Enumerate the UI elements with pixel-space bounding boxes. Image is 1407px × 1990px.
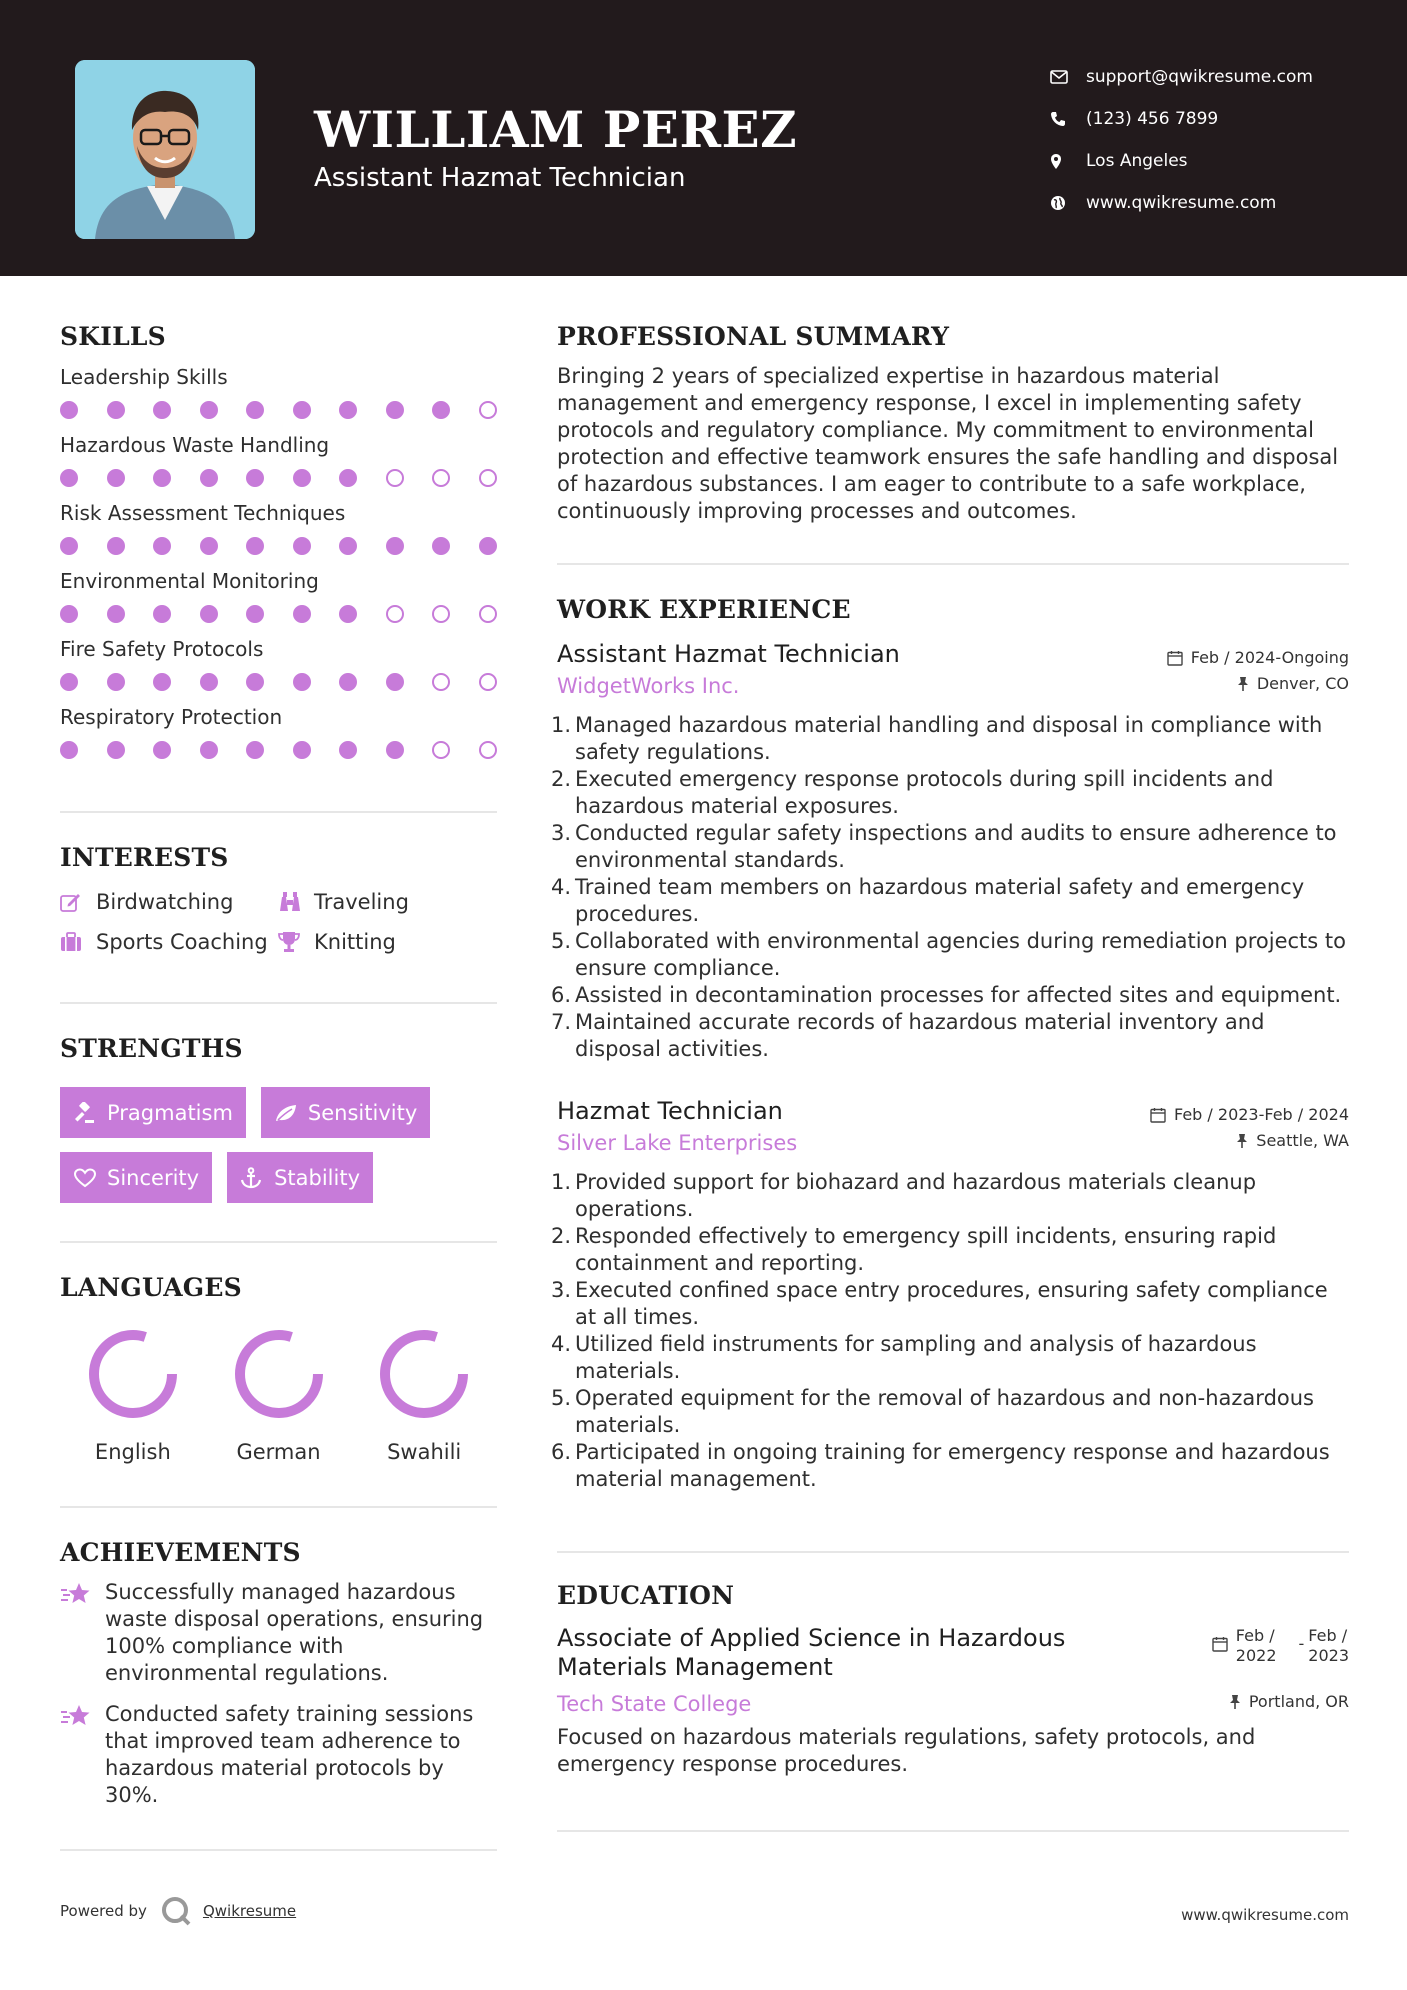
rating-dot-filled	[339, 469, 357, 487]
rating-dot-filled	[293, 469, 311, 487]
list-item: 1. Provided support for biohazard and hazardous materials cleanup operations.	[551, 1170, 1257, 1221]
skill-rating	[60, 537, 497, 555]
calendar-icon	[1150, 1107, 1166, 1123]
section-divider	[60, 1849, 497, 1851]
language-progress-arc	[240, 1335, 318, 1413]
languages-list	[60, 1328, 497, 1464]
rating-dot-filled	[60, 537, 78, 555]
job-entry	[551, 640, 1349, 1063]
shooting-star-icon	[60, 1701, 105, 1809]
contact-email-text: support@qwikresume.com	[1086, 67, 1313, 87]
leaf-icon	[274, 1103, 308, 1123]
language-progress-ring	[87, 1328, 179, 1420]
profile-photo	[75, 60, 255, 239]
rating-dot-filled	[293, 741, 311, 759]
rating-dot-filled	[153, 469, 171, 487]
languages-title: LANGUAGES	[60, 1273, 242, 1302]
footer-url[interactable]: www.qwikresume.com	[1181, 1906, 1349, 1924]
pushpin-icon	[1237, 676, 1249, 692]
education-subheader	[557, 1692, 1349, 1716]
rating-dot-filled	[153, 537, 171, 555]
shooting-star-icon	[60, 1579, 105, 1687]
summary-text: Bringing 2 years of specialized expertise in hazardous material management and emergency response, I excel in implementing safety protocols and regulatory compliance. My commitment to environmental protection and effective teamwork ensures the safe handling and disposal of hazardous substances. I am eager to contribute to a safe workplace, continuously improving processes and outcomes.	[557, 364, 1339, 523]
education-header	[557, 1624, 1349, 1682]
rating-dot-empty	[386, 469, 404, 487]
skill-item	[60, 637, 497, 691]
job-bullets	[551, 712, 1349, 1063]
education-description: Focused on hazardous materials regulations, safety protocols, and emergency response procedures.	[557, 1725, 1256, 1776]
footer-powered-by	[60, 1896, 296, 1926]
phone-icon	[1050, 111, 1086, 127]
skill-name: Leadership Skills	[60, 365, 228, 389]
rating-dot-filled	[200, 537, 218, 555]
job-header	[557, 1097, 1349, 1125]
rating-dot-filled	[293, 673, 311, 691]
rating-dot-filled	[60, 741, 78, 759]
rating-dot-filled	[246, 401, 264, 419]
contact-location	[1050, 140, 1313, 182]
skill-name: Risk Assessment Techniques	[60, 501, 346, 525]
skill-item	[60, 433, 497, 487]
education-location-text: Portland, OR	[1248, 1692, 1349, 1711]
section-divider	[60, 1002, 497, 1004]
section-divider	[60, 1506, 497, 1508]
skill-name: Environmental Monitoring	[60, 569, 319, 593]
job-header	[557, 640, 1349, 668]
strength-chip	[261, 1087, 430, 1138]
rating-dot-filled	[339, 605, 357, 623]
skill-rating	[60, 741, 497, 759]
pushpin-icon	[1236, 1133, 1248, 1149]
list-item: 5. Collaborated with environmental agencies during remediation projects to ensure compliance.	[551, 929, 1346, 980]
left-column	[60, 322, 497, 1851]
skill-rating	[60, 401, 497, 419]
qwikresume-logo-icon	[161, 1896, 191, 1926]
rating-dot-filled	[386, 741, 404, 759]
language-item	[351, 1328, 497, 1464]
heart-icon	[73, 1168, 107, 1188]
language-item	[206, 1328, 352, 1464]
rating-dot-filled	[107, 401, 125, 419]
rating-dot-filled	[60, 401, 78, 419]
strength-label: Sensitivity	[307, 1100, 418, 1125]
company-name: WidgetWorks Inc.	[557, 674, 740, 698]
rating-dot-empty	[432, 605, 450, 623]
rating-dot-filled	[479, 537, 497, 555]
education-section	[557, 1581, 1349, 1778]
rating-dot-empty	[432, 673, 450, 691]
skill-item	[60, 569, 497, 623]
contact-phone-text: (123) 456 7899	[1086, 109, 1219, 129]
company-name: Silver Lake Enterprises	[557, 1131, 798, 1155]
list-item: 4. Utilized field instruments for sampling and analysis of hazardous materials.	[551, 1332, 1257, 1383]
pushpin-icon	[1229, 1694, 1241, 1710]
rating-dot-filled	[386, 673, 404, 691]
rating-dot-filled	[339, 673, 357, 691]
rating-dot-empty	[386, 605, 404, 623]
job-subheader	[557, 674, 1349, 698]
achievement-item	[60, 1579, 497, 1687]
achievement-text: Successfully managed hazardous waste disposal operations, ensuring 100% compliance with environmental regulations.	[105, 1580, 484, 1685]
contact-location-text: Los Angeles	[1086, 151, 1188, 171]
strength-label: Pragmatism	[107, 1100, 233, 1125]
achievements-section	[60, 1538, 497, 1809]
education-dates	[1212, 1626, 1349, 1666]
rating-dot-filled	[200, 401, 218, 419]
list-item: 2. Executed emergency response protocols during spill incidents and hazardous material exposures.	[551, 767, 1274, 818]
language-name: English	[94, 1440, 171, 1464]
anchor-icon	[240, 1167, 274, 1189]
strengths-section	[60, 1034, 497, 1203]
rating-dot-filled	[293, 605, 311, 623]
interest-label: Sports Coaching	[96, 930, 268, 954]
skill-item	[60, 705, 497, 759]
achievements-title: ACHIEVEMENTS	[60, 1538, 301, 1567]
job-dates	[1167, 648, 1349, 667]
strength-label: Stability	[274, 1165, 361, 1190]
language-progress-arc	[94, 1335, 172, 1413]
rating-dot-filled	[246, 469, 264, 487]
language-progress-arc	[385, 1335, 463, 1413]
rating-dot-filled	[339, 741, 357, 759]
list-item: 7. Maintained accurate records of hazardous material inventory and disposal activities.	[551, 1010, 1265, 1061]
rating-dot-filled	[60, 469, 78, 487]
rating-dot-empty	[479, 469, 497, 487]
skill-rating	[60, 469, 497, 487]
rating-dot-filled	[200, 741, 218, 759]
qwikresume-link[interactable]: Qwikresume	[202, 1902, 297, 1920]
job-location	[1236, 1131, 1349, 1150]
rating-dot-filled	[432, 401, 450, 419]
job-location-text: Seattle, WA	[1256, 1131, 1349, 1150]
rating-dot-filled	[293, 537, 311, 555]
skill-item	[60, 501, 497, 555]
contact-website[interactable]	[1050, 182, 1313, 224]
school-name: Tech State College	[557, 1692, 752, 1716]
job-entry	[551, 1097, 1349, 1493]
section-divider	[60, 1241, 497, 1243]
list-item: 6. Assisted in decontamination processes for affected sites and equipment.	[551, 983, 1342, 1007]
language-name: German	[236, 1440, 321, 1464]
rating-dot-filled	[246, 605, 264, 623]
rating-dot-filled	[107, 469, 125, 487]
list-item: 6. Participated in ongoing training for emergency response and hazardous material management.	[551, 1440, 1330, 1491]
rating-dot-filled	[200, 673, 218, 691]
education-date-sep: -	[1298, 1634, 1305, 1653]
skills-title: SKILLS	[60, 322, 166, 351]
strengths-title: STRENGTHS	[60, 1034, 243, 1063]
rating-dot-filled	[339, 401, 357, 419]
rating-dot-filled	[153, 741, 171, 759]
strength-chip	[60, 1087, 246, 1138]
interest-label: Traveling	[314, 890, 409, 914]
education-location	[1229, 1692, 1349, 1711]
skill-rating	[60, 673, 497, 691]
interest-item	[60, 890, 278, 914]
rating-dot-filled	[153, 401, 171, 419]
trophy-icon	[278, 931, 314, 953]
section-divider	[60, 811, 497, 813]
job-title: Assistant Hazmat Technician	[557, 640, 900, 668]
list-item: 3. Executed confined space entry procedures, ensuring safety compliance at all times.	[551, 1278, 1328, 1329]
rating-dot-filled	[386, 401, 404, 419]
list-item: 5. Operated equipment for the removal of hazardous and non-hazardous materials.	[551, 1386, 1314, 1437]
job-title: Hazmat Technician	[557, 1097, 783, 1125]
map-pin-icon	[1050, 153, 1086, 170]
achievement-text: Conducted safety training sessions that improved team adherence to hazardous material protocols by 30%.	[105, 1702, 474, 1807]
resume-header	[0, 0, 1407, 276]
language-progress-ring	[378, 1328, 470, 1420]
skill-item	[60, 365, 497, 419]
interest-item	[60, 930, 278, 954]
globe-icon	[1050, 195, 1086, 211]
language-progress-ring	[233, 1328, 325, 1420]
section-divider	[557, 563, 1349, 565]
calendar-icon	[1212, 1636, 1228, 1652]
strength-chip	[227, 1152, 373, 1203]
section-divider	[557, 1551, 1349, 1553]
rating-dot-filled	[200, 605, 218, 623]
rating-dot-filled	[107, 537, 125, 555]
interests-title: INTERESTS	[60, 843, 229, 872]
education-date-start: Feb / 2022	[1235, 1626, 1277, 1665]
job-location	[1237, 674, 1349, 693]
rating-dot-filled	[107, 741, 125, 759]
rating-dot-filled	[246, 673, 264, 691]
education-title: EDUCATION	[557, 1581, 735, 1610]
summary-title: PROFESSIONAL SUMMARY	[557, 322, 950, 351]
job-dates-text: Feb / 2024-Ongoing	[1190, 648, 1349, 667]
contact-email[interactable]	[1050, 56, 1313, 98]
binoculars-icon	[278, 891, 314, 913]
interest-label: Knitting	[314, 930, 396, 954]
summary-section	[557, 322, 1349, 525]
language-name: Swahili	[387, 1440, 462, 1464]
rating-dot-empty	[479, 605, 497, 623]
right-column	[551, 322, 1349, 1832]
rating-dot-empty	[479, 401, 497, 419]
interests-section	[60, 843, 497, 954]
skills-section	[60, 322, 497, 759]
strength-label: Sincerity	[107, 1165, 200, 1190]
list-item: 1. Managed hazardous material handling and disposal in compliance with safety regulations.	[551, 713, 1323, 764]
strength-chip	[60, 1152, 212, 1203]
envelope-icon	[1050, 70, 1086, 84]
rating-dot-filled	[246, 537, 264, 555]
education-date-end: Feb / 2023	[1308, 1626, 1349, 1665]
job-dates-text: Feb / 2023-Feb / 2024	[1174, 1105, 1349, 1124]
job-subheader	[557, 1131, 1349, 1155]
avatar	[75, 60, 255, 239]
rating-dot-empty	[479, 741, 497, 759]
contact-list	[1050, 56, 1313, 224]
skill-name: Fire Safety Protocols	[60, 637, 264, 661]
section-divider	[557, 1830, 1349, 1832]
interest-label: Birdwatching	[96, 890, 234, 914]
list-item: 2. Responded effectively to emergency spill incidents, ensuring rapid containment and reporting.	[551, 1224, 1277, 1275]
rating-dot-filled	[432, 537, 450, 555]
rating-dot-filled	[153, 605, 171, 623]
skill-name: Respiratory Protection	[60, 705, 283, 729]
list-item: 3. Conducted regular safety inspections and audits to ensure adherence to environmental standards.	[551, 821, 1337, 872]
job-location-text: Denver, CO	[1256, 674, 1349, 693]
interests-list	[60, 890, 497, 954]
gavel-icon	[73, 1102, 107, 1124]
rating-dot-filled	[200, 469, 218, 487]
contact-website-text: www.qwikresume.com	[1086, 193, 1277, 213]
candidate-name: WILLIAM PEREZ	[314, 100, 798, 159]
list-item: 4. Trained team members on hazardous material safety and emergency procedures.	[551, 875, 1305, 926]
rating-dot-empty	[479, 673, 497, 691]
calendar-icon	[1167, 650, 1183, 666]
interest-item	[278, 930, 497, 954]
rating-dot-filled	[339, 537, 357, 555]
rating-dot-filled	[107, 673, 125, 691]
rating-dot-filled	[153, 673, 171, 691]
strengths-list	[60, 1087, 497, 1203]
skill-rating	[60, 605, 497, 623]
rating-dot-filled	[246, 741, 264, 759]
experience-title: WORK EXPERIENCE	[557, 595, 851, 624]
job-bullets	[551, 1169, 1349, 1493]
contact-phone[interactable]	[1050, 98, 1313, 140]
briefcase-icon	[60, 932, 96, 952]
rating-dot-filled	[293, 401, 311, 419]
rating-dot-filled	[107, 605, 125, 623]
experience-section	[551, 595, 1349, 1493]
interest-item	[278, 890, 497, 914]
skills-list	[60, 365, 497, 759]
rating-dot-empty	[432, 741, 450, 759]
pencil-square-icon	[60, 892, 96, 912]
rating-dot-filled	[60, 673, 78, 691]
degree-title: Associate of Applied Science in Hazardous Materials Management	[557, 1624, 1066, 1681]
rating-dot-filled	[60, 605, 78, 623]
rating-dot-empty	[432, 469, 450, 487]
languages-section	[60, 1273, 497, 1464]
rating-dot-filled	[386, 537, 404, 555]
skill-name: Hazardous Waste Handling	[60, 433, 330, 457]
candidate-role: Assistant Hazmat Technician	[314, 163, 686, 193]
powered-by-text: Powered by	[60, 1902, 147, 1920]
language-item	[60, 1328, 206, 1464]
job-dates	[1150, 1105, 1349, 1124]
achievement-item	[60, 1701, 497, 1809]
